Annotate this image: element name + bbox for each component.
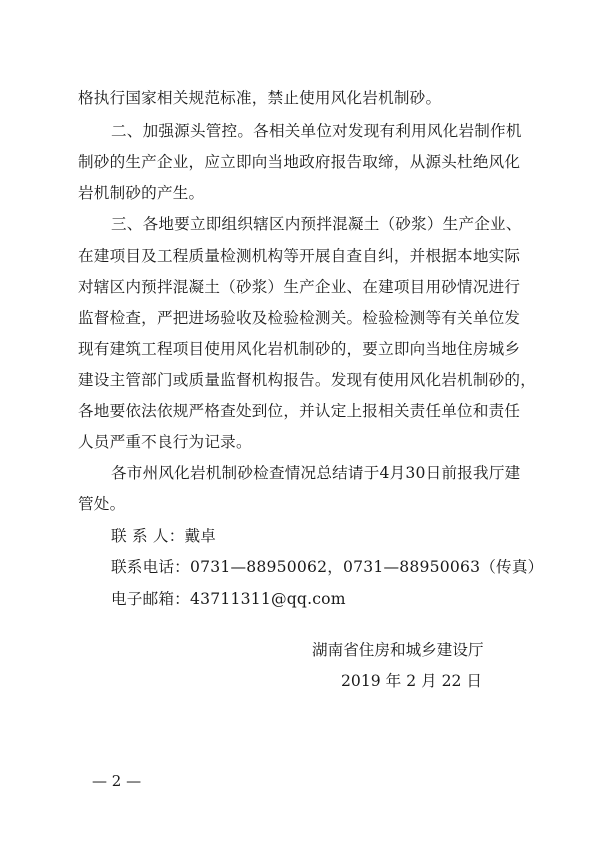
body-line-14: 管处。	[78, 495, 126, 513]
body-line-9: 现有建筑工程项目使用风化岩机制砂的，要立即向当地住房城乡	[78, 340, 521, 358]
signature-date: 2019 年 2 月 22 日	[341, 672, 483, 690]
body-line-2: 二、加强源头管控。各相关单位对发现有利用风化岩制作机	[111, 122, 522, 140]
contact-email: 电子邮箱：43711311@qq.com	[111, 590, 346, 608]
body-line-8: 监督检查，严把进场验收及检验检测关。检验检测等有关单位发	[78, 309, 521, 327]
body-line-5: 三、各地要立即组织辖区内预拌混凝土（砂浆）生产企业、	[111, 215, 522, 233]
body-line-3: 制砂的生产企业，应立即向当地政府报告取缔，从源头杜绝风化	[78, 153, 521, 171]
body-line-12: 人员严重不良行为记录。	[78, 433, 252, 451]
body-line-4: 岩机制砂的产生。	[78, 184, 205, 202]
body-line-6: 在建项目及工程质量检测机构等开展自查自纠，并根据本地实际	[78, 247, 521, 265]
body-line-10: 建设主管部门或质量监督机构报告。发现有使用风化岩机制砂的，	[78, 371, 537, 389]
body-line-1: 格执行国家相关规范标准，禁止使用风化岩机制砂。	[78, 89, 442, 107]
contact-phone: 联系电话：0731—88950062，0731—88950063（传真）	[111, 558, 544, 576]
body-line-13: 各市州风化岩机制砂检查情况总结请于4月30日前报我厅建	[111, 464, 521, 482]
body-line-7: 对辖区内预拌混凝土（砂浆）生产企业、在建项目用砂情况进行	[78, 278, 521, 296]
signature-org: 湖南省住房和城乡建设厅	[312, 641, 484, 659]
page-number: — 2 —	[92, 772, 142, 790]
contact-person: 联 系 人：戴卓	[111, 527, 217, 545]
body-line-11: 各地要依法依规严格查处到位，并认定上报相关责任单位和责任	[78, 402, 521, 420]
